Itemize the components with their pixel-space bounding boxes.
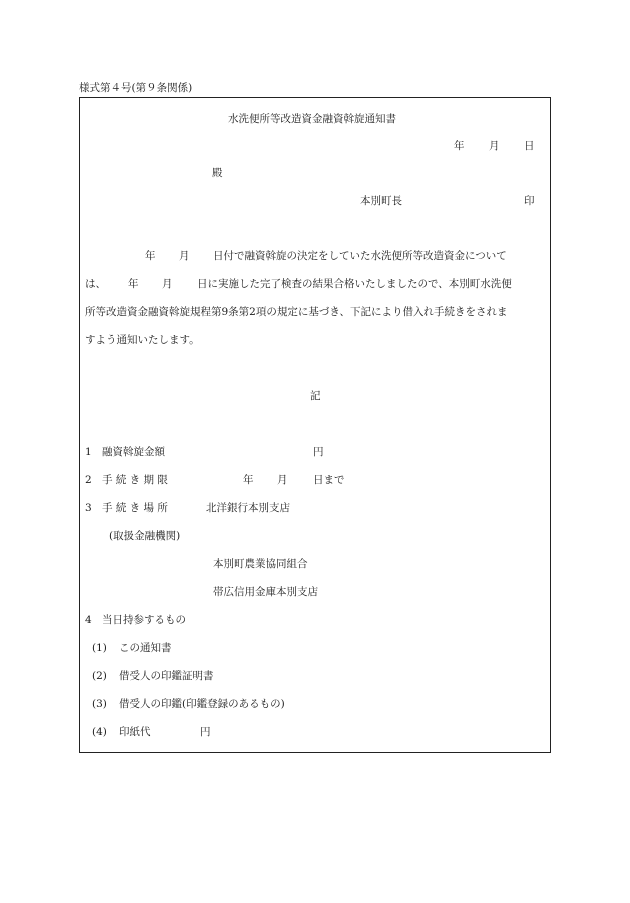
issuer-name: 本別町長 (360, 195, 402, 207)
item2-month: 月 (277, 474, 288, 486)
seal-mark: 印 (524, 195, 535, 207)
item4-sub3-text: 借受人の印鑑(印鑑登録のあるもの) (119, 698, 285, 710)
item1-label: 融資斡旋金額 (102, 446, 165, 458)
item4-sub1-number: (1) (92, 642, 107, 654)
item2-label: 手 続 き 期 限 (102, 474, 168, 486)
item2-day: 日まで (313, 474, 345, 486)
item3-sub-label: (取扱金融機関) (109, 530, 181, 542)
item3-extra-1: 本別町農業協同組合 (213, 558, 308, 570)
item2-number: 2 (85, 474, 92, 486)
document-title: 水洗便所等改造資金融資斡旋通知書 (228, 113, 396, 125)
item4-sub1-text: この通知書 (119, 642, 172, 654)
item3-number: 3 (85, 502, 92, 514)
body-line2-start: は、 (85, 278, 106, 290)
item3-extra-2: 帯広信用金庫本別支店 (213, 586, 318, 598)
item3-label: 手 続 き 場 所 (102, 502, 168, 514)
item4-sub2-number: (2) (92, 670, 107, 682)
body-line4-text: すよう通知いたします。 (85, 334, 200, 346)
item4-sub4-unit: 円 (200, 726, 211, 738)
item4-sub2-text: 借受人の印鑑証明書 (119, 670, 214, 682)
item4-label: 当日持参するもの (102, 614, 186, 626)
body-line2-month: 月 (162, 278, 173, 290)
item2-year: 年 (243, 474, 254, 486)
item4-sub3-number: (3) (92, 698, 107, 710)
body-line1-month: 月 (179, 250, 190, 262)
item1-number: 1 (85, 446, 92, 458)
item4-sub4-number: (4) (92, 726, 107, 738)
ki-heading: 記 (310, 390, 321, 402)
form-frame (79, 97, 551, 753)
item1-unit: 円 (313, 446, 324, 458)
item3-bank: 北洋銀行本別支店 (206, 502, 290, 514)
form-number-label: 様式第４号(第９条関係) (79, 82, 193, 94)
date-month: 月 (489, 140, 500, 152)
body-line2-text: 日に実施した完了検査の結果合格いたしましたので、本別町水洗便 (197, 278, 512, 290)
item4-number: 4 (85, 614, 92, 626)
body-line3-text: 所等改造資金融資斡旋規程第9条第2項の規定に基づき、下記により借入れ手続きをされま (85, 306, 508, 318)
body-line2-year: 年 (128, 278, 139, 290)
item4-sub4-text: 印紙代 (119, 726, 151, 738)
body-line1-text: 日付で融資斡旋の決定をしていた水洗便所等改造資金について (213, 250, 507, 262)
body-line1-year: 年 (145, 250, 156, 262)
date-day: 日 (524, 140, 535, 152)
date-year: 年 (454, 140, 465, 152)
addressee-suffix: 殿 (212, 167, 223, 179)
